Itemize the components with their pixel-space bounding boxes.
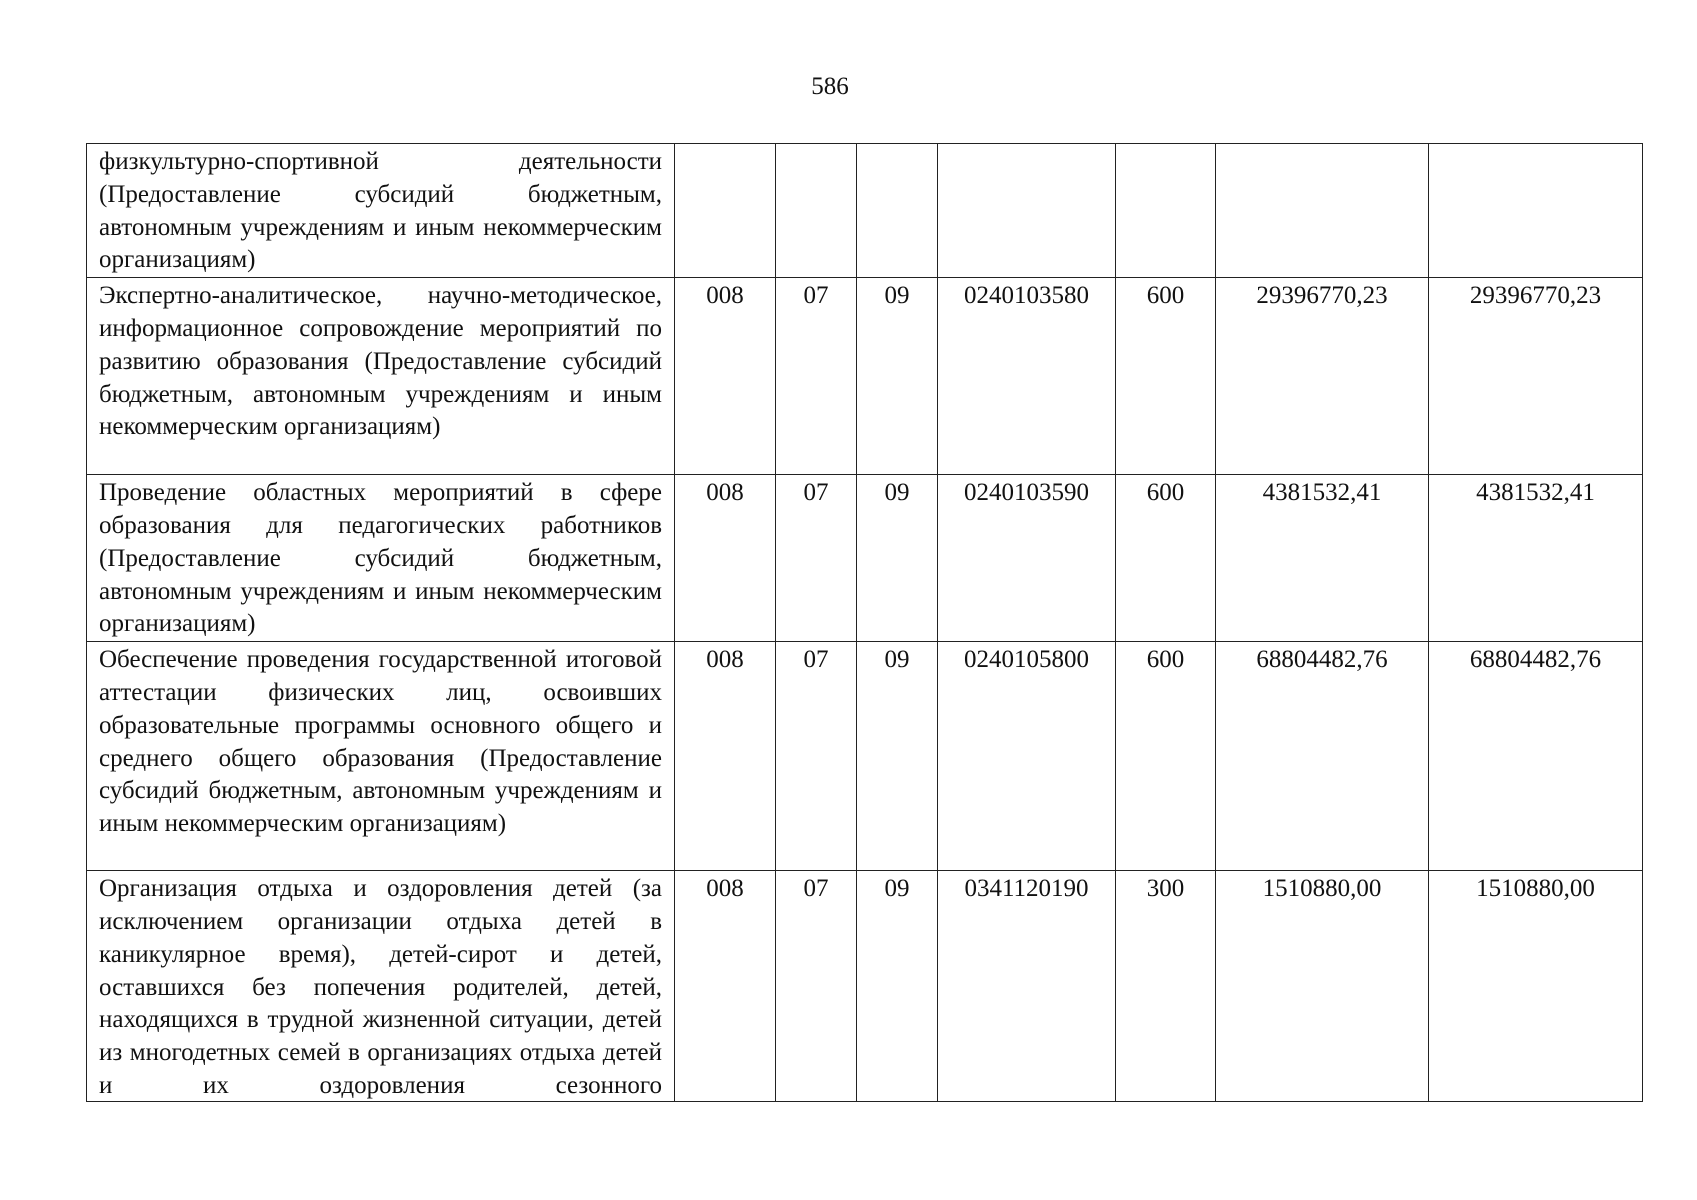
ministry-code-cell: 008 <box>675 642 776 871</box>
subsection-code-cell: 09 <box>857 475 938 642</box>
amount-cell <box>1429 144 1643 278</box>
expense-type-cell: 600 <box>1116 278 1216 475</box>
ministry-code-cell <box>675 144 776 278</box>
table-row <box>87 871 1643 1102</box>
row-name-text: Организация отдыха и оздоровления детей (за исключением организации отдыха детей в каникулярное время), детей-сирот и детей, оставшихся без попечения родителей, детей, находящихся в трудной жизненной ситуации, детей из многодетных семей в организациях отдыха детей и их оздоровления сезонного <box>99 875 662 1099</box>
expense-type-cell <box>1116 144 1216 278</box>
row-name-cell <box>87 871 675 1102</box>
ministry-code-cell: 008 <box>675 871 776 1102</box>
row-name-cell: физкультурно-спортивной деятельности (Предоставление субсидий бюджетным, автономным учреждениям и иным некоммерческим организациям) <box>87 144 675 278</box>
ministry-code-cell: 008 <box>675 278 776 475</box>
table-row <box>87 475 1643 642</box>
amount-cell: 68804482,76 <box>1429 642 1643 871</box>
section-code-cell: 07 <box>776 475 857 642</box>
expense-type-cell: 600 <box>1116 642 1216 871</box>
amount-cell <box>1216 144 1429 278</box>
table-row <box>87 144 1643 278</box>
target-article-cell: 0240105800 <box>938 642 1116 871</box>
section-code-cell <box>776 144 857 278</box>
amount-cell: 1510880,00 <box>1429 871 1643 1102</box>
ministry-code-cell: 008 <box>675 475 776 642</box>
page-number: 586 <box>811 73 849 100</box>
table-row <box>87 642 1643 871</box>
target-article-cell: 0240103590 <box>938 475 1116 642</box>
row-name-cell: Обеспечение проведения государственной итоговой аттестации физических лиц, освоивших образовательные программы основного общего и среднего общего образования (Предоставление субсидий бюджетным, автономным учреждениям и иным некоммерческим организациям) <box>87 642 675 871</box>
row-name-cell: Экспертно-аналитическое, научно-методическое, информационное сопровождение мероприятий по развитию образования (Предоставление субсидий бюджетным, автономным учреждениям и иным некоммерческим организациям) <box>87 278 675 475</box>
target-article-cell: 0341120190 <box>938 871 1116 1102</box>
subsection-code-cell: 09 <box>857 278 938 475</box>
subsection-code-cell <box>857 144 938 278</box>
target-article-cell <box>938 144 1116 278</box>
table-row <box>87 278 1643 475</box>
subsection-code-cell: 09 <box>857 871 938 1102</box>
section-code-cell: 07 <box>776 278 857 475</box>
amount-cell: 29396770,23 <box>1216 278 1429 475</box>
amount-cell: 68804482,76 <box>1216 642 1429 871</box>
section-code-cell: 07 <box>776 871 857 1102</box>
budget-table <box>86 143 1643 1102</box>
expense-type-cell: 600 <box>1116 475 1216 642</box>
row-name-cell: Проведение областных мероприятий в сфере образования для педагогических работников (Предоставление субсидий бюджетным, автономным учреждениям и иным некоммерческим организациям) <box>87 475 675 642</box>
amount-cell: 4381532,41 <box>1216 475 1429 642</box>
amount-cell: 4381532,41 <box>1429 475 1643 642</box>
amount-cell: 29396770,23 <box>1429 278 1643 475</box>
amount-cell: 1510880,00 <box>1216 871 1429 1102</box>
section-code-cell: 07 <box>776 642 857 871</box>
target-article-cell: 0240103580 <box>938 278 1116 475</box>
subsection-code-cell: 09 <box>857 642 938 871</box>
expense-type-cell: 300 <box>1116 871 1216 1102</box>
